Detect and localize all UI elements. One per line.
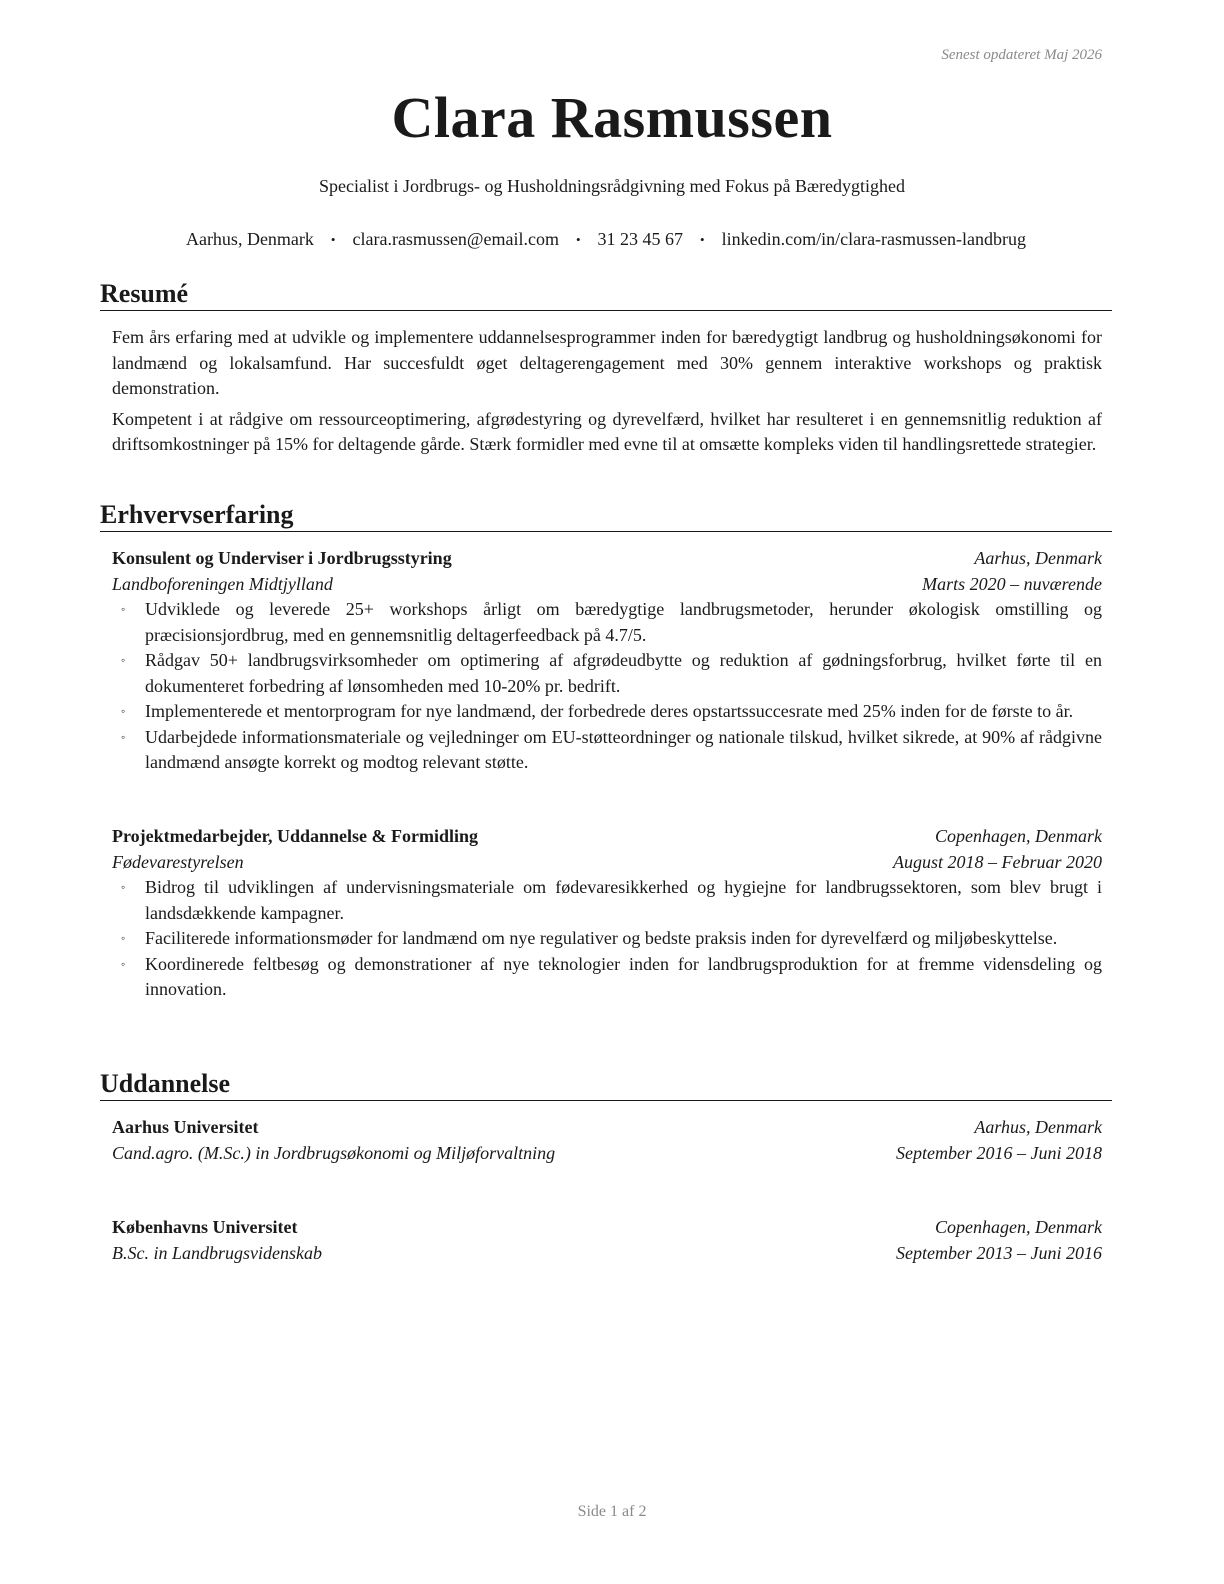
circle-bullet-icon: ◦ — [121, 880, 126, 894]
bullet-text: Bidrog til udviklingen af undervisningsmateriale om fødevaresikkerhed og hygiejne for landbrugssektoren, som blev brugt i landsdækkende kampagner. — [145, 877, 1102, 923]
section-title-education: Uddannelse — [100, 1069, 1112, 1101]
education-dates: September 2013 – Juni 2016 — [896, 1242, 1102, 1263]
job-bullets — [112, 597, 1102, 776]
summary-paragraph: Fem års erfaring med at udvikle og implementere uddannelsesprogrammer inden for bæredygtigt landbrug og husholdningsøkonomi for landmænd og lokalsamfund. Har succesfuldt øget deltagerengagement med 30% gennem interaktive workshops og praktisk demonstration. — [112, 327, 1102, 398]
circle-bullet-icon: ◦ — [121, 956, 126, 971]
summary-section — [112, 325, 1102, 463]
bullet-separator-icon: • — [700, 231, 705, 247]
circle-bullet-icon: ◦ — [121, 602, 126, 616]
bullet-text: Rådgav 50+ landbrugsvirksomheder om optimering af afgrødeudbytte og reduktion af gødningsforbrug, hvilket førte til en dokumenteret forbedring af lønsomheden med 10-20% pr. bedrift. — [145, 650, 1102, 696]
job-organization: Fødevarestyrelsen — [112, 851, 244, 872]
job-dates: August 2018 – Februar 2020 — [893, 851, 1102, 872]
contact-location: Aarhus, Denmark — [185, 229, 314, 249]
circle-bullet-icon: ◦ — [121, 653, 126, 667]
contact-phone[interactable]: 31 23 45 67 — [597, 229, 684, 249]
job-location: Aarhus, Denmark — [974, 548, 1102, 568]
list-item — [112, 597, 1102, 648]
school-name: Københavns Universitet — [112, 1217, 298, 1237]
bullet-separator-icon: • — [330, 231, 336, 247]
contact-linkedin[interactable]: linkedin.com/in/clara-rasmussen-landbrug — [721, 229, 1027, 249]
list-item — [112, 875, 1102, 926]
job-role: Konsulent og Underviser i Jordbrugsstyring — [112, 548, 452, 568]
bullet-text: Koordinerede feltbesøg og demonstrationer af nye teknologier inden for landbrugsproduktion for at fremme vidensdeling og innovation. — [145, 953, 1102, 999]
bullet-text: Udviklede og leverede 25+ workshops årligt om bæredygtige landbrugsmetoder, herunder økologisk omstilling og præcisionsjordbrug, med en gennemsnitlig deltagerfeedback på 4.7/5. — [145, 599, 1102, 645]
degree: B.Sc. in Landbrugsvidenskab — [112, 1242, 322, 1263]
section-title-summary: Resumé — [100, 279, 1112, 311]
education-dates: September 2016 – Juni 2018 — [896, 1142, 1102, 1163]
job-organization: Landboforeningen Midtjylland — [112, 573, 333, 594]
school-location: Aarhus, Denmark — [974, 1117, 1102, 1137]
job-bullets — [112, 875, 1102, 1003]
list-item — [112, 725, 1102, 776]
tagline: Specialist i Jordbrugs- og Husholdningsrådgivning med Fokus på Bæredygtighed — [319, 176, 905, 196]
page-number: Side 1 af 2 — [577, 1503, 647, 1520]
school-name: Aarhus Universitet — [112, 1117, 259, 1137]
list-item — [112, 926, 1102, 952]
list-item — [112, 952, 1102, 1003]
education-entry — [112, 1215, 1102, 1266]
last-updated: Senest opdateret Maj 2026 — [941, 47, 1102, 63]
job-location: Copenhagen, Denmark — [935, 826, 1102, 846]
job-dates: Marts 2020 – nuværende — [922, 573, 1102, 594]
bullet-separator-icon: • — [575, 231, 581, 247]
circle-bullet-icon: ◦ — [121, 931, 126, 945]
candidate-name: Clara Rasmussen — [391, 85, 833, 150]
school-location: Copenhagen, Denmark — [935, 1217, 1102, 1237]
job-role: Projektmedarbejder, Uddannelse & Formidling — [112, 826, 478, 846]
job-entry — [112, 546, 1102, 776]
list-item — [112, 648, 1102, 699]
circle-bullet-icon: ◦ — [121, 704, 126, 718]
education-entry — [112, 1115, 1102, 1166]
section-title-experience: Erhvervserfaring — [100, 500, 1112, 532]
job-entry — [112, 824, 1102, 1003]
circle-bullet-icon: ◦ — [121, 729, 126, 744]
summary-paragraph: Kompetent i at rådgive om ressourceoptimering, afgrødestyring og dyrevelfærd, hvilket har resulteret i en gennemsnitlig reduktion af driftsomkostninger på 15% for deltagende gårde. Stærk formidler med evne til at omsætte kompleks viden til handlingsrettede strategier. — [112, 408, 1102, 454]
bullet-text: Implementerede et mentorprogram for nye landmænd, der forbedrede deres opstartssuccesrate med 25% inden for de første to år. — [145, 701, 1074, 721]
list-item — [112, 699, 1102, 725]
degree: Cand.agro. (M.Sc.) in Jordbrugsøkonomi og Miljøforvaltning — [112, 1142, 556, 1163]
contact-email[interactable]: clara.rasmussen@email.com — [352, 229, 559, 249]
bullet-text: Udarbejdede informationsmateriale og vejledninger om EU-støtteordninger og nationale tilskud, hvilket sikrede, at 90% af rådgivne landmænd ansøgte korrekt og modtog relevant støtte. — [145, 726, 1102, 772]
bullet-text: Faciliterede informationsmøder for landmænd om nye regulativer og bedste praksis inden for dyrevelfærd og miljøbeskyttelse. — [145, 928, 1058, 948]
contact-line — [100, 229, 1112, 250]
